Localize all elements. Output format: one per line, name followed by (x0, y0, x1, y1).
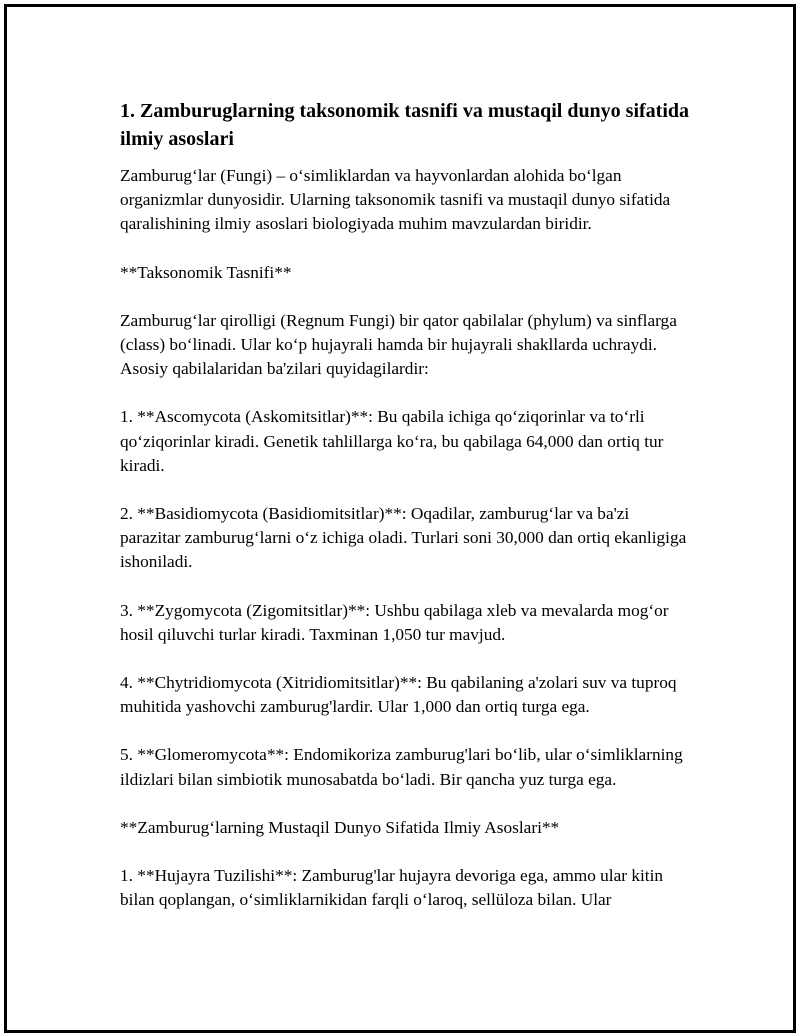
list-item-ascomycota: 1. **Ascomycota (Askomitsitlar)**: Bu qabila ichiga qo‘ziqorinlar va to‘rli qo‘ziqorinlar kiradi. Genetik tahlillarga ko‘ra, bu qabilaga 64,000 dan ortiq tur kiradi. (120, 407, 664, 475)
intro-paragraph: Zamburug‘lar (Fungi) – o‘simliklardan va hayvonlardan alohida bo‘lgan organizmlar dunyosidir. Ularning taksonomik tasnifi va mustaqil dunyo sifatida qaralishining ilmiy asoslari biologiyada muhim mavzulardan biridir. (120, 166, 671, 234)
document-page (4, 4, 796, 1033)
list-item-basidiomycota: 2. **Basidiomycota (Basidiomitsitlar)**: Oqadilar, zamburug‘lar va ba'zi parazitar zamburug‘larni o‘z ichiga oladi. Turlari soni 30,000 dan ortiq ekanligiga ishoniladi. (120, 504, 687, 572)
section-heading-taxonomy: **Taksonomik Tasnifi** (120, 262, 292, 282)
taxonomy-paragraph: Zamburug‘lar qirolligi (Regnum Fungi) bir qator qabilalar (phylum) va sinflarga (class) bo‘linadi. Ular ko‘p hujayrali hamda bir hujayrali shakllarda uchraydi. Asosiy qabilalaridan ba'zilari quyidagilardir: (120, 310, 677, 379)
list-item-zygomycota: 3. **Zygomycota (Zigomitsitlar)**: Ushbu qabilaga xleb va mevalarda mog‘or hosil qiluvchi turlar kiradi. Taxminan 1,050 tur mavjud. (120, 600, 669, 644)
section-heading-scientific-basis: **Zamburug‘larning Mustaqil Dunyo Sifatida Ilmiy Asoslari** (120, 817, 560, 837)
list-item-cell-structure: 1. **Hujayra Tuzilishi**: Zamburug'lar hujayra devoriga ega, ammo ular kitin bilan qoplangan, o‘simliklarnikidan farqli o‘laroq, sellüloza bilan. Ular (120, 866, 664, 910)
list-item-glomeromycota: 5. **Glomeromycota**: Endomikoriza zamburug'lari bo‘lib, ular o‘simliklarning ildizlari bilan simbiotik munosabatda bo‘ladi. Bir qancha yuz turga ega. (120, 745, 683, 789)
document-title: 1. Zamburuglarning taksonomik tasnifi va mustaqil dunyo sifatida ilmiy asoslari (120, 100, 690, 150)
list-item-chytridiomycota: 4. **Chytridiomycota (Xitridiomitsitlar)**: Bu qabilaning a'zolari suv va tuproq muhitida yashovchi zamburug'lardir. Ular 1,000 dan ortiq turga ega. (120, 673, 677, 717)
document-body (120, 97, 690, 936)
